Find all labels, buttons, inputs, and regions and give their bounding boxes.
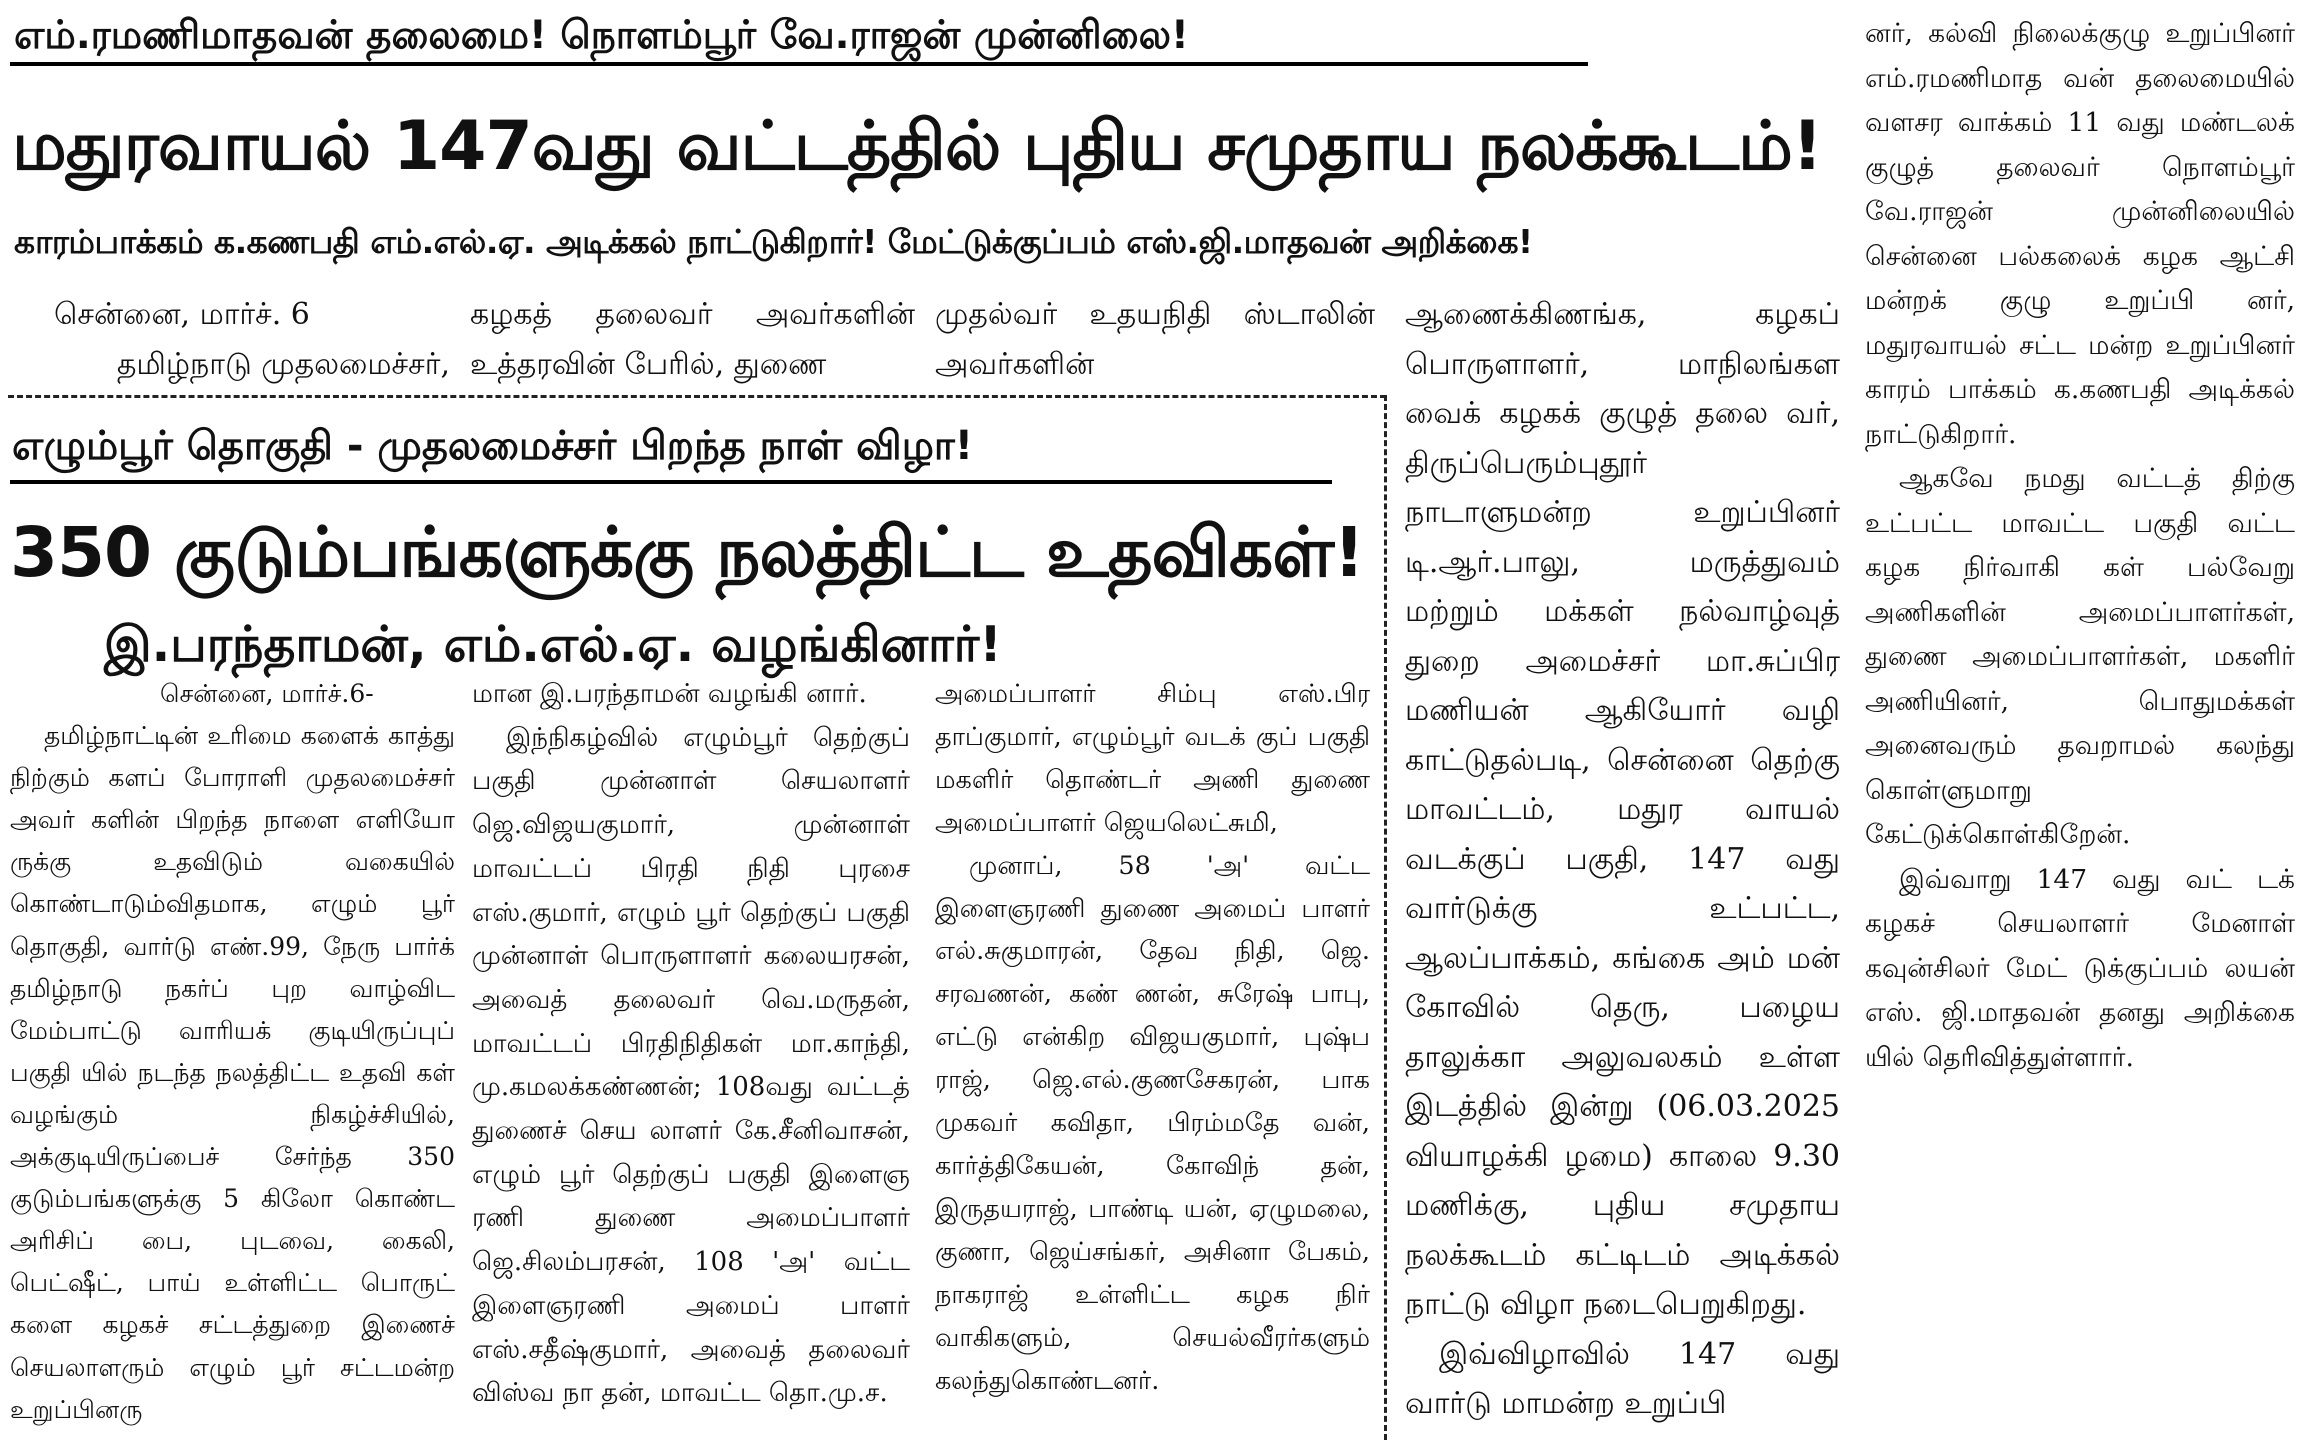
story1-column-2	[470, 290, 915, 389]
story2-headline: 350 குடும்பங்களுக்கு நலத்திட்ட உதவிகள்!	[10, 513, 1364, 593]
story2-box-top-border	[8, 395, 1386, 398]
story1-dateline: சென்னை, மார்ச். 6	[54, 297, 310, 332]
story1-col5-para2: ஆகவே நமது வட்டத் திற்கு உட்பட்ட மாவட்ட பகுதி வட்ட கழக நிர்வாகி கள் பல்வேறு அணிகளின் அமைப்பாளர்கள், துணை அமைப்பாளர்கள், மகளிர் அணியினர், பொதுமக்கள் அனைவரும் தவறாமல் கலந்து கொள்ளுமாறு கேட்டுக்கொள்கிறேன்.	[1865, 463, 2295, 850]
story2-column-1	[10, 673, 455, 1431]
story1-col3-text: முதல்வர் உதயநிதி ஸ்டாலின் அவர்களின்	[935, 297, 1375, 382]
story2-col2-para2: இந்நிகழ்வில் எழும்பூர் தெற்குப் பகுதி முன்னாள் செயலாளர் ஜெ.விஜயகுமார், முன்னாள் மாவட்டப் பிரதி நிதி புரசை எஸ்.குமார், எழும் பூர் தெற்குப் பகுதி முன்னாள் பொருளாளர் கலையரசன், அவைத் தலைவர் வெ.மருதன், மாவட்டப் பிரதிநிதிகள் மா.காந்தி, மு.கமலக்கண்ணன்; 108வது வட்டத் துணைச் செய லாளர் கே.சீனிவாசன், எழும் பூர் தெற்குப் பகுதி இளைஞ ரணி துணை அமைப்பாளர் ஜெ.சிலம்பரசன், 108 'அ' வட்ட இளைஞரணி அமைப் பாளர் எஸ்.சதீஷ்குமார், அவைத் தலைவர் விஸ்வ நா தன், மாவட்ட தொ.மு.ச.	[472, 722, 910, 1409]
story1-column-5	[1865, 12, 2295, 1080]
story2-col3-para1: அமைப்பாளர் சிம்பு எஸ்.பிர தாப்குமார், எழும்பூர் வடக் குப் பகுதி மகளிர் தொண்டர் அணி துணை அமைப்பாளர் ஜெயலெட்சுமி,	[935, 679, 1370, 838]
story1-kicker: எம்.ரமணிமாதவன் தலைமை! நொளம்பூர் வே.ராஜன் முன்னிலை!	[14, 13, 1189, 58]
story2-col1-text: தமிழ்நாட்டின் உரிமை களைக் காத்து நிற்கும் களப் போராளி முதலமைச்சர் அவர் களின் பிறந்த நாளை எளியோ ருக்கு உதவிடும் வகையில் கொண்டாடும்விதமாக, எழும் பூர் தொகுதி, வார்டு எண்.99, நேரு பார்க் தமிழ்நாடு நகர்ப் புற வாழ்விட மேம்பாட்டு வாரியக் குடியிருப்புப் பகுதி யில் நடந்த நலத்திட்ட உதவி கள் வழங்கும் நிகழ்ச்சியில், அக்குடியிருப்பைச் சேர்ந்த 350 குடும்பங்களுக்கு 5 கிலோ கொண்ட அரிசிப் பை, புடவை, கைலி, பெட்ஷீட், பாய் உள்ளிட்ட பொருட் களை கழகச் சட்டத்துறை இணைச் செயலாளரும் எழும் பூர் சட்டமன்ற உறுப்பினரு	[10, 721, 455, 1424]
story1-column-1	[20, 290, 450, 389]
story1-column-4	[1405, 290, 1840, 1429]
story1-col4-para2: இவ்விழாவில் 147 வது வார்டு மாமன்ற உறுப்பி	[1405, 1336, 1840, 1421]
story2-column-3	[935, 673, 1370, 1402]
story2-kicker-underline	[10, 480, 1332, 484]
story1-kicker-underline	[10, 62, 1588, 66]
story2-kicker: எழும்பூர் தொகுதி - முதலமைச்சர் பிறந்த நாள் விழா!	[12, 423, 974, 469]
story2-col3-para2: முனாப், 58 'அ' வட்ட இளைஞரணி துணை அமைப் பாளர் எல்.சுகுமாரன், தேவ நிதி, ஜெ. சரவணன், கண் ணன், சுரேஷ் பாபு, எட்டு என்கிற விஜயகுமார், புஷ்ப ராஜ், ஜெ.எல்.குணசேகரன், பாக முகவர் கவிதா, பிரம்மதே வன், கார்த்திகேயன், கோவிந் தன், இருதயராஜ், பாண்டி யன், ஏழுமலை, குணா, ஜெய்சங்கர், அசினா பேகம், நாகராஜ் உள்ளிட்ட கழக நிர் வாகிகளும், செயல்வீரர்களும் கலந்துகொண்டனர்.	[935, 850, 1370, 1396]
story1-subhead: காரம்பாக்கம் க.கணபதி எம்.எல்.ஏ. அடிக்கல் நாட்டுகிறார்! மேட்டுக்குப்பம் எஸ்.ஜி.மாதவன் அறிக்கை!	[14, 222, 1533, 261]
story1-col5-para3: இவ்வாறு 147 வது வட் டக் கழகச் செயலாளர் மேனாள் கவுன்சிலர் மேட் டுக்குப்பம் லயன் எஸ். ஜி.மாதவன் தனது அறிக்கை யில் தெரிவித்துள்ளார்.	[1865, 863, 2295, 1073]
story1-headline: மதுரவாயல் 147வது வட்டத்தில் புதிய சமுதாய நலக்கூடம்!	[12, 107, 1822, 186]
story1-col2-text: கழகத் தலைவர் அவர்களின் உத்தரவின் பேரில், துணை	[470, 297, 915, 382]
story1-col1-text: தமிழ்நாடு முதலமைச்சர்,	[116, 346, 450, 382]
story2-col2-para1: மான இ.பரந்தாமன் வழங்கி னார்.	[472, 679, 867, 709]
story2-column-2	[472, 673, 910, 1416]
story1-col5-para1: னர், கல்வி நிலைக்குழு உறுப்பினர் எம்.ரமணிமாத வன் தலைமையில் வளசர வாக்கம் 11 வது மண்டலக் குழுத் தலைவர் நொளம்பூர் வே.ராஜன் முன்னிலையில் சென்னை பல்கலைக் கழக ஆட்சி மன்றக் குழு உறுப்பி னர், மதுரவாயல் சட்ட மன்ற உறுப்பினர் காரம் பாக்கம் க.கணபதி அடிக்கல் நாட்டுகிறார்.	[1865, 18, 2295, 450]
story2-box-right-border	[1384, 395, 1387, 1440]
story2-subhead: இ.பரந்தாமன், எம்.எல்.ஏ. வழங்கினார்!	[104, 616, 1002, 673]
story1-column-3	[935, 290, 1375, 389]
story2-dateline: சென்னை, மார்ச்.6-	[160, 679, 374, 708]
story1-col4-text: ஆணைக்கிணங்க, கழகப் பொருளாளர், மாநிலங்கள வைக் கழகக் குழுத் தலை வர், திருப்பெரும்புதூர் நாடாளுமன்ற உறுப்பினர் டி.ஆர்.பாலு, மருத்துவம் மற்றும் மக்கள் நல்வாழ்வுத் துறை அமைச்சர் மா.சுப்பிர மணியன் ஆகியோர் வழி காட்டுதல்படி, சென்னை தெற்கு மாவட்டம், மதுர வாயல் வடக்குப் பகுதி, 147 வது வார்டுக்கு உட்பட்ட, ஆலப்பாக்கம், கங்கை அம் மன் கோவில் தெரு, பழைய தாலுக்கா அலுவலகம் உள்ள இடத்தில் இன்று (06.03.2025 வியாழக்கி ழமை) காலை 9.30 மணிக்கு, புதிய சமுதாய நலக்கூடம் கட்டிடம் அடிக்கல் நாட்டு விழா நடைபெறுகிறது.	[1405, 297, 1840, 1322]
